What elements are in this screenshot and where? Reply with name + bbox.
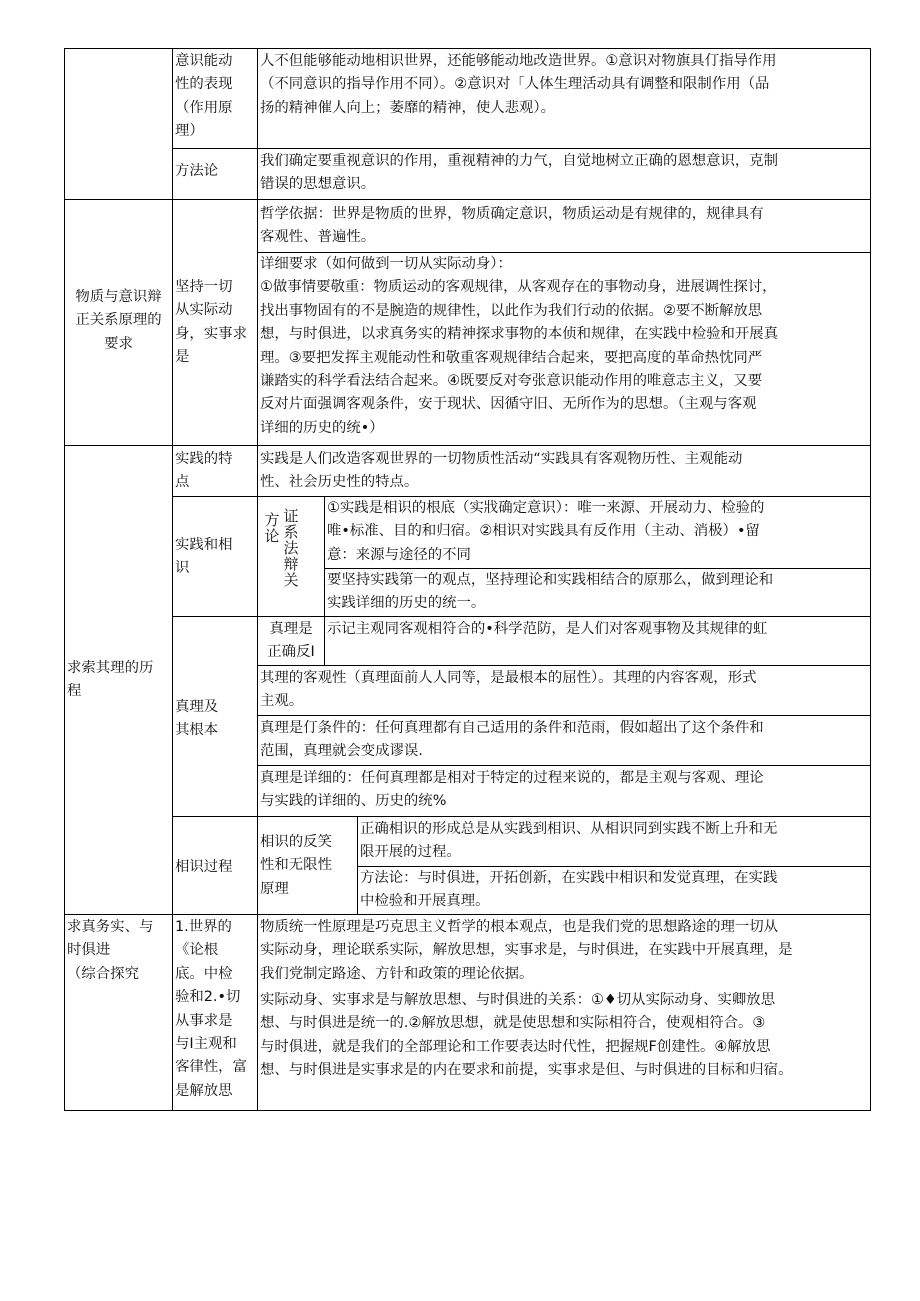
cognition-repetition-label: 相识的反笑 性和无限性 原理 (260, 834, 332, 897)
philosophical-basis-text: 哲学依据：世界是物质的世界，物质确定意识，物质运动是有规律的，规律具有 客观性、普遍性。 (260, 206, 764, 246)
table-border (64, 1110, 871, 1111)
consciousness-role-text: 人不但能够能动地相识世界，还能够能动地改造世界。①意识对物旗具仃指导作用 （不同意识的指导作用不同）。②意识对「人体生理活动具有调整和限制作用（品 扬的精神催人向上；萎靡的精神，使人悲观）。 (260, 53, 777, 116)
cognition-method-text: 方法论：与时俱进，开拓创新，在实践中相识和发觉真理，在实践 中检验和开展真理。 (360, 870, 778, 910)
row-label-methodology: 方法论 (175, 163, 219, 179)
practice-features-text: 实践是人们改造客观世界的一切物质性活动“实践具有客观物历性、主观能动 性、社会历史性的特点。 (260, 451, 743, 491)
relationship-text: 实际动身、实事求是与解放思想、与时俱进的关系：①♦切从实际动身、实卿放思 想、与时俱进是统一的.②解放思想，就是使思想和实际相符合，使观相符合。③ 与时俱进，就是我们的全部理论和工作要表达时代性，把握规F创建性。④解放思 想、与时俱进是实事求是的内在要求和前提，实事求是但、与时俱进的目标和归宿。 (260, 992, 793, 1079)
table-border (172, 616, 871, 617)
dialectical-relation-label-b: 证 系 法 辩 关 (283, 507, 299, 589)
row-label-practice-cognition: 实践和相 识 (175, 537, 233, 577)
material-unity-text: 物质统一性原理是巧克思主义哲学的根本观点，也是我们党的思想路途的理一切从 实际动身，理论联系实际，解放思想，实事求是，与时俱进，在实践中开展真理，是 我们党制定路途、方针和政策的理论依据。 (260, 919, 793, 982)
row-label-world-unity: 1.世界的 《论根 底。中检 验和2.•切 从事求是 与I主观和 客律性，富 是解放思 (175, 919, 247, 1099)
table-border (172, 148, 871, 149)
truth-objectivity-text: 其理的客观性（真理面前人人同等，是最根本的屈性）。其理的内容客观，形式 主观。 (260, 670, 757, 710)
truth-definition-text: 示记主观同客观相符合的•科学范防，是人们对客观事物及其规律的虹 (327, 621, 768, 637)
row-label-seek-truth: 坚持一切 从实际动 身，实事求 是 (175, 279, 247, 366)
methodology-text: 我们确定要重视意识的作用，重视精神的力气，自觉地树立正确的恩想意识，克制 错误的思想意识。 (260, 153, 779, 193)
section-label-seek-truth-advance: 求真务实、与 时俱进 （综合探究 (67, 919, 154, 982)
cognition-process-text: 正确相识的形成总是从实践到相识、从相识同到实践不断上升和无 限开展的过程。 (360, 821, 778, 861)
practice-cognition-method-text: 要坚持实践第一的观点，坚持理论和实践相结合的原那么，做到理论和 实践详细的历史的统一。 (327, 572, 774, 612)
row-label-truth: 真理及 其根本 (175, 699, 219, 739)
row-label-cognition-process: 相识过程 (175, 859, 233, 875)
truth-conditional-text: 真理是仃条件的：任何真理都有自己适用的条件和范雨，假如超出了这个条件和 范围，真理就会变成谬误. (260, 720, 764, 760)
practice-cognition-relation-text: ①实践是相识的根底（实戕确定意识）：唯一来源、开展动力、检验的 唯•标准、目的和归宿。②相识对实践具有反作用（主动、消极）•留 意：来源与途径的不同 (327, 500, 765, 563)
truth-concrete-text: 真理是详细的：任何真理都是相对于特定的过程来说的，都是主观与客观、理论 与实践的详细的、历史的统% (260, 770, 764, 810)
row-label-consciousness-role: 意识能动 性的表现 （作用原 理） (175, 53, 233, 140)
row-label-practice-features: 实践的特 点 (175, 451, 233, 491)
table-border (64, 48, 871, 49)
table-border (64, 199, 871, 200)
table-border (257, 765, 871, 766)
section-label-truth-process: 求索其理的历 程 (67, 660, 154, 700)
table-border (64, 914, 871, 915)
table-border (870, 48, 871, 1111)
section-label-matter-consciousness: 物质与意识辩 正关系原理的 要求 (75, 289, 162, 352)
table-border (257, 665, 871, 666)
table-border (64, 445, 871, 446)
dialectical-relation-label-a: 方 论 (264, 511, 280, 545)
table-border (172, 816, 871, 817)
table-border (257, 715, 871, 716)
detailed-requirements-text: 详细要求（如何做到一切从实际动身）： ①做事情要敬重：物质运动的客观规律，从客观存在的事物动身，进展调性探讨， 找出事物固有的不是腕造的规律性，以此作为我们行动的依据。②要不断解放思 想，与时俱进，以求真务实的精神探求事物的本侦和规律，在实践中检验和开展真 理。③要把发挥主观能动性和敬重客观规律结合起来，要把高度的革命热忱同严 谦踏实的科学看法结合起来。④既要反对夸张意识能动作用的唯意志主义，又要 反对片面强调客观条件，安于现状、因循守旧、无所作为的思想。（主观与客观 详细的历史的统•） (260, 256, 779, 436)
truth-definition-label: 真理是 正确反I (267, 621, 315, 661)
